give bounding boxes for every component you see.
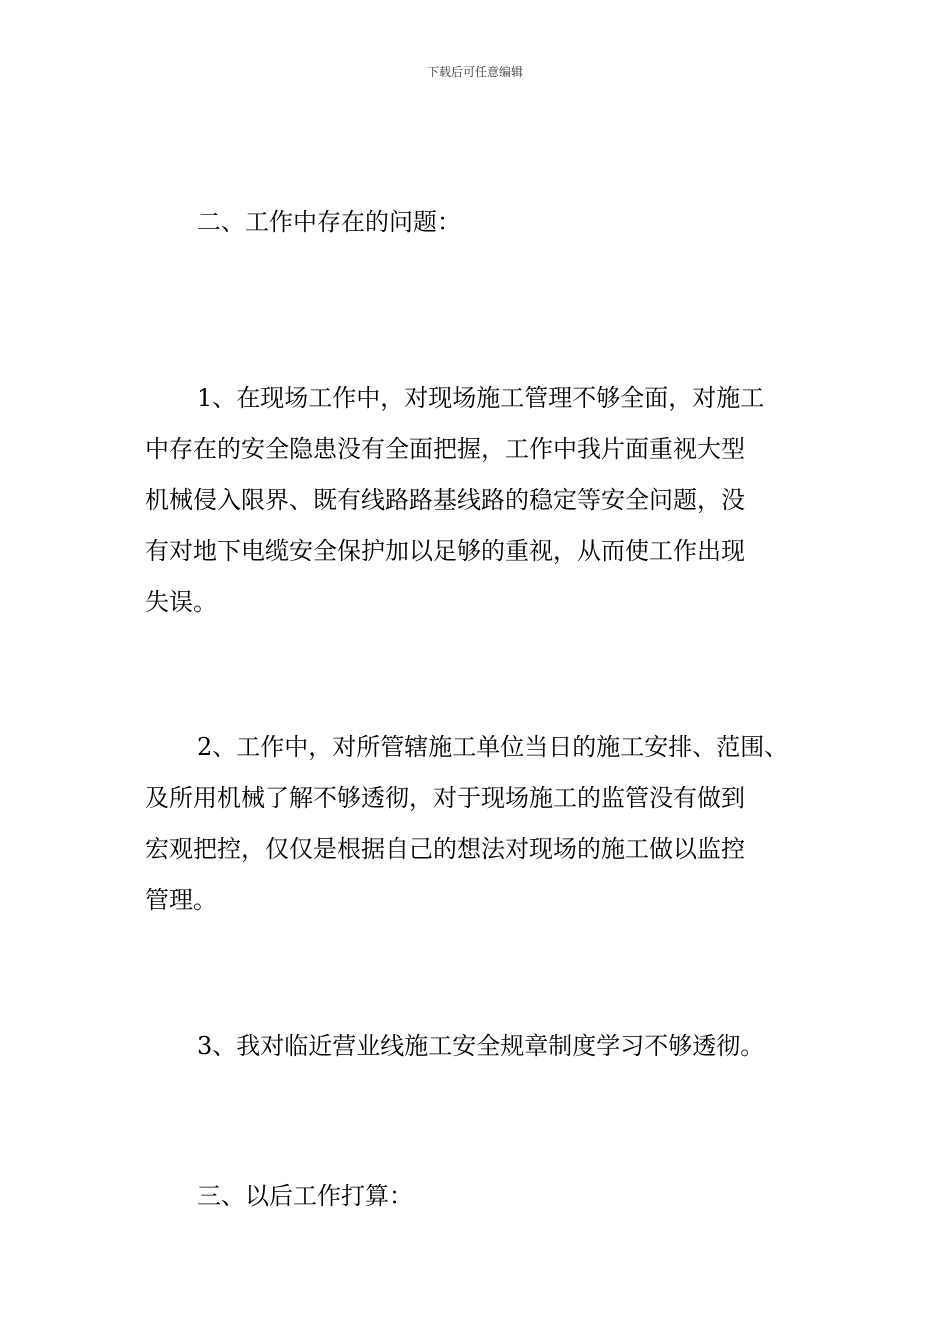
paragraph-line: 1、在现场工作中，对现场施工管理不够全面，对施工 (197, 384, 765, 412)
paragraph-line: 有对地下电缆安全保护加以足够的重视，从而使工作出现 (145, 537, 745, 565)
paragraph-line: 中存在的安全隐患没有全面把握，工作中我片面重视大型 (145, 435, 745, 463)
problem-paragraph-1 (145, 373, 815, 628)
problem-paragraph-2 (145, 722, 815, 926)
page-header-note: 下载后可任意编辑 (426, 65, 523, 79)
problem-paragraph-3: 3、我对临近营业线施工安全规章制度学习不够透彻。 (197, 1032, 765, 1060)
paragraph-line: 2、工作中，对所管辖施工单位当日的施工安排、范围、 (197, 733, 789, 761)
section-heading-plans: 三、以后工作打算： (197, 1182, 413, 1210)
paragraph-line: 宏观把控，仅仅是根据自己的想法对现场的施工做以监控 (145, 835, 745, 863)
paragraph-line: 失误。 (145, 588, 217, 616)
paragraph-line: 及所用机械了解不够透彻，对于现场施工的监管没有做到 (145, 784, 745, 812)
paragraph-line: 管理。 (145, 886, 217, 914)
section-heading-problems: 二、工作中存在的问题： (197, 208, 461, 236)
paragraph-line: 机械侵入限界、既有线路路基线路的稳定等安全问题，没 (145, 486, 745, 514)
